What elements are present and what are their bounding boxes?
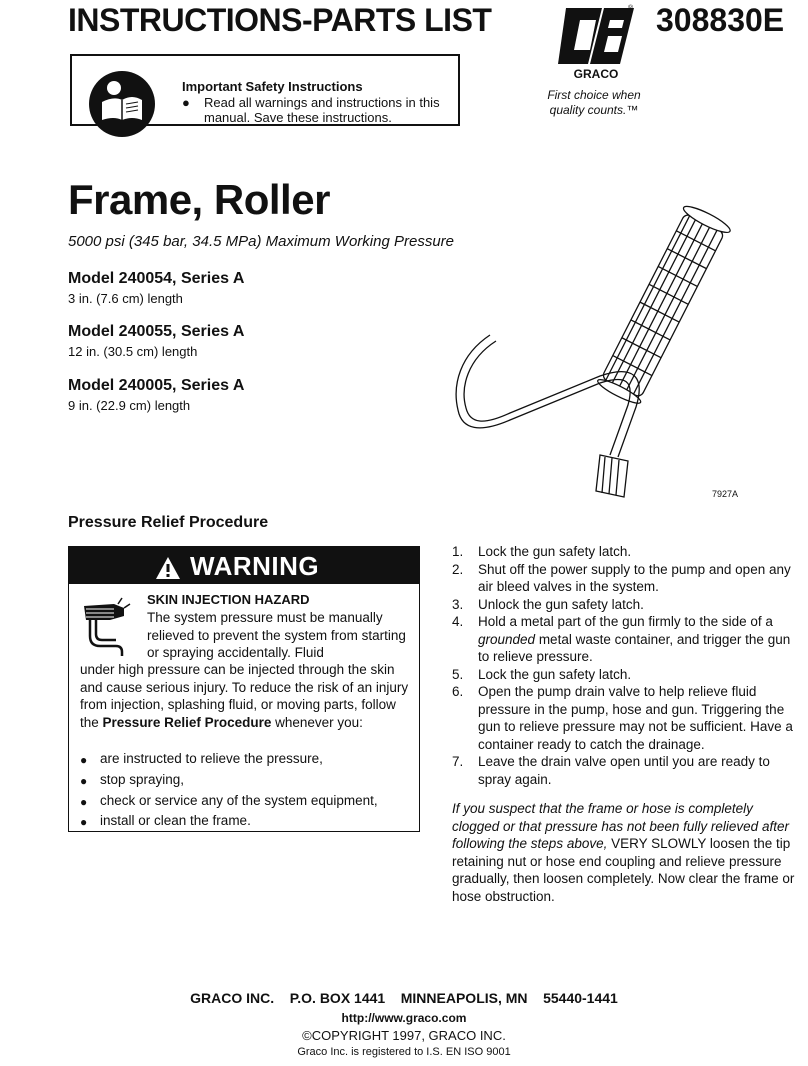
model-name: Model 240054, Series A	[68, 270, 245, 287]
step-item: 1. Lock the gun safety latch.	[452, 544, 632, 559]
step-item: 2. Shut off the power supply to the pump and open any air bleed valves in the system.	[452, 561, 791, 594]
safety-text: Read all warnings and instructions in this manual. Save these instructions.	[204, 95, 440, 125]
document-type-title: INSTRUCTIONS-PARTS LIST	[68, 2, 492, 38]
company-address: GRACO INC. P.O. BOX 1441 MINNEAPOLIS, MN 55440-1441	[190, 990, 618, 1006]
pressure-rating: 5000 psi (345 bar, 34.5 MPa) Maximum Working Pressure	[68, 233, 454, 250]
bullet-icon: ●	[182, 95, 190, 110]
bullet-icon: ●	[80, 795, 88, 809]
step-item: 3. Unlock the gun safety latch.	[452, 596, 644, 612]
warning-text-continued: under high pressure can be injected through the skin and cause serious injury. To reduce the risk of an injury from injection, splashing fluid, or moving parts, follow the Pressure Relief Procedure whenever you:	[80, 662, 409, 730]
document-number: 308830E	[656, 2, 785, 38]
svg-text:®: ®	[628, 5, 634, 12]
step-item: 6. Open the pump drain valve to help relieve fluid pressure in the pump, hose and gun. Triggering the gun to relieve pressure may not be sufficient. Have a container ready to catch the drainage.	[452, 684, 793, 752]
section-title: Pressure Relief Procedure	[68, 514, 269, 531]
bullet-icon: ●	[80, 815, 88, 829]
copyright-notice: ©COPYRIGHT 1997, GRACO INC.	[302, 1028, 506, 1043]
product-title: Frame, Roller	[68, 176, 330, 223]
warning-text: The system pressure must be manually relieved to prevent the system from starting or spraying accidentally. Fluid	[147, 610, 406, 660]
read-manual-icon	[88, 70, 156, 138]
warning-bullet: stop spraying,	[100, 772, 185, 787]
graco-logo	[558, 2, 634, 82]
brand-name: GRACO	[573, 67, 619, 81]
model-name: Model 240055, Series A	[68, 323, 245, 340]
brand-tagline: First choice when quality counts.™	[547, 88, 641, 117]
warning-triangle-icon	[155, 556, 181, 580]
model-length: 3 in. (7.6 cm) length	[68, 291, 183, 306]
figure-code: 7927A	[712, 489, 739, 499]
model-length: 9 in. (22.9 cm) length	[68, 398, 191, 413]
step-item: 4. Hold a metal part of the gun firmly to the side of a grounded metal waste container, and trigger the gun to relieve pressure.	[452, 614, 791, 664]
company-website: http://www.graco.com	[341, 1011, 467, 1025]
warning-bullet: are instructed to relieve the pressure,	[100, 751, 323, 766]
model-length: 12 in. (30.5 cm) length	[68, 344, 198, 359]
hazard-title: SKIN INJECTION HAZARD	[147, 592, 310, 607]
roller-frame-illustration	[450, 205, 750, 505]
bullet-icon: ●	[80, 774, 88, 788]
bullet-icon: ●	[80, 753, 88, 767]
step-item: 7. Leave the drain valve open until you are ready to spray again.	[452, 754, 770, 787]
step-item: 5. Lock the gun safety latch.	[452, 666, 632, 682]
model-name: Model 240005, Series A	[68, 377, 245, 394]
warning-bullet: check or service any of the system equipment,	[100, 793, 378, 808]
procedure-steps	[452, 543, 798, 788]
safety-title: Important Safety Instructions	[182, 79, 363, 94]
iso-registration: Graco Inc. is registered to I.S. EN ISO 9001	[297, 1046, 511, 1058]
warning-bullet: install or clean the frame.	[100, 813, 251, 828]
warning-label: WARNING	[190, 551, 320, 581]
skin-injection-hand-icon	[80, 596, 132, 658]
clog-note: If you suspect that the frame or hose is completely clogged or that pressure has not been fully relieved after following the steps above, VERY SLOWLY loosen the tip retaining nut or hose end coupling and relieve pressure gradually, then loosen completely. Now clear the frame or hose obstruction.	[452, 801, 795, 904]
